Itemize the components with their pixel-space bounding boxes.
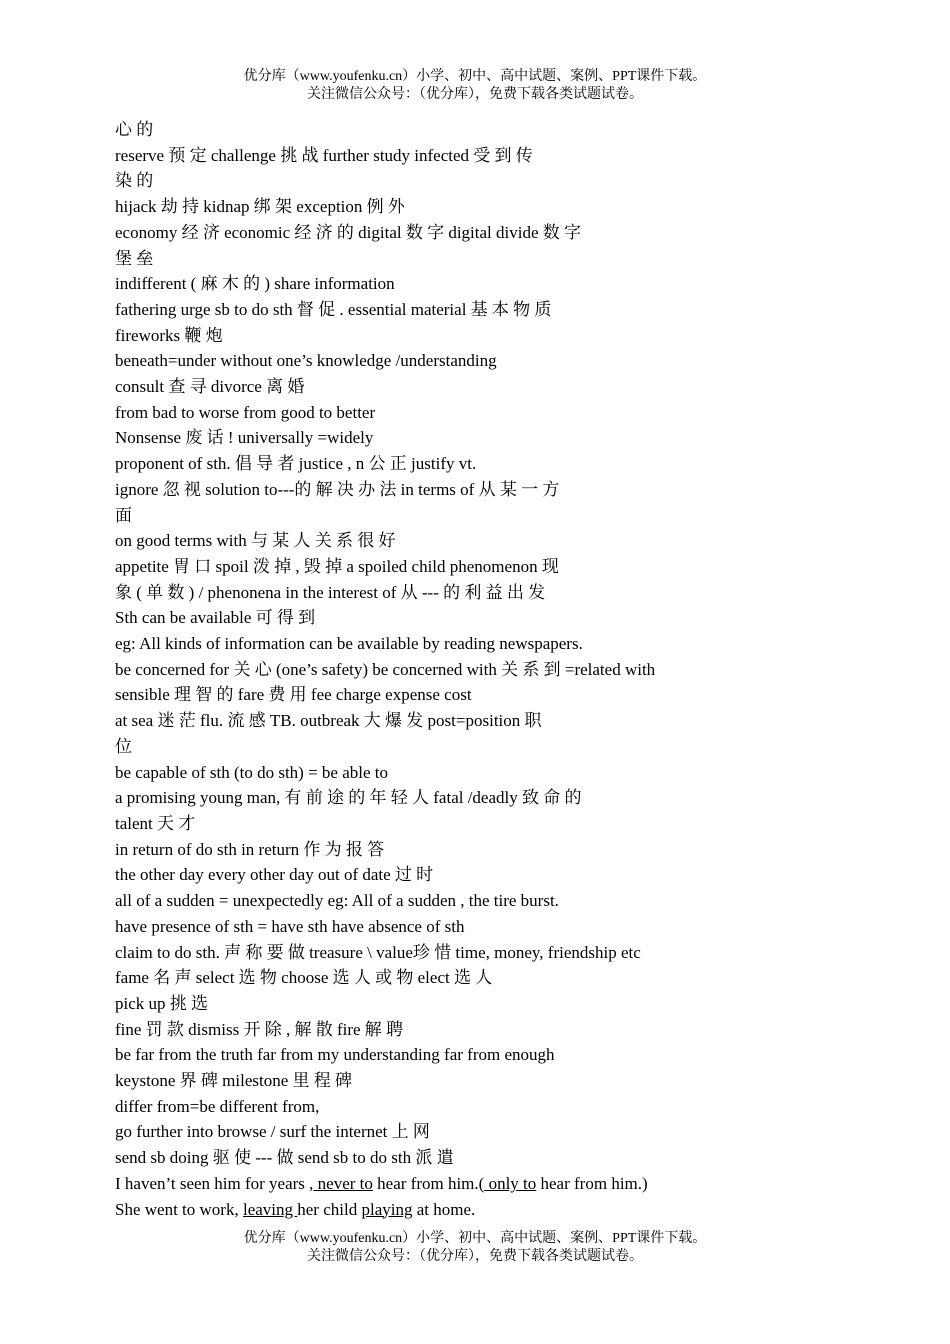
page-header	[0, 68, 950, 104]
text-line: 染 的	[115, 171, 154, 191]
text-line: 象 ( 单 数 ) / phenonena in the interest of 从 --- 的 利 益 出 发	[115, 582, 546, 602]
text-line: on good terms with 与 某 人 关 系 很 好	[115, 531, 396, 551]
sentence-part: hear from him.(	[372, 1173, 485, 1193]
text-line: in return of do sth in return 作 为 报 答	[115, 839, 385, 859]
text-line: be far from the truth far from my understanding far from enough	[115, 1045, 555, 1065]
text-line: 堡 垒	[115, 248, 154, 268]
text-line: at sea 迷 茫 flu. 流 感 TB. outbreak 大 爆 发 post=position 职	[115, 711, 542, 731]
text-line: hijack 劫 持 kidnap 绑 架 exception 例 外	[115, 197, 405, 217]
text-line: proponent of sth. 倡 导 者 justice , n 公 正 justify vt.	[115, 454, 477, 474]
text-line: fathering urge sb to do sth 督 促 . essential material 基 本 物 质	[115, 299, 552, 319]
underlined-phrase: , never to	[309, 1173, 373, 1193]
footer-line-2: 关注微信公众号：（优分库），免费下载各类试题试卷。	[307, 1249, 643, 1264]
text-line: the other day every other day out of date 过 时	[115, 865, 434, 885]
header-line-2: 关注微信公众号：（优分库），免费下载各类试题试卷。	[307, 87, 643, 102]
header-line-1: 优分库（www.youfenku.cn）小学、初中、高中试题、案例、PPT课件下载。	[243, 69, 707, 84]
text-line: fame 名 声 select 选 物 choose 选 人 或 物 elect 选 人	[115, 968, 493, 988]
footer-line-1: 优分库（www.youfenku.cn）小学、初中、高中试题、案例、PPT课件下载。	[243, 1231, 707, 1246]
text-line: 心 的	[115, 120, 154, 139]
page-footer	[0, 1230, 950, 1266]
text-line: ignore 忽 视 solution to---的 解 决 办 法 in terms of 从 某 一 方	[115, 479, 560, 499]
text-line: appetite 胃 口 spoil 泼 掉 , 毁 掉 a spoiled child phenomenon 现	[115, 556, 559, 576]
text-line: consult 查 寻 divorce 离 婚	[115, 377, 305, 397]
text-line: talent 天 才	[115, 813, 196, 833]
text-line: pick up 挑 选	[115, 993, 209, 1013]
text-line: claim to do sth. 声 称 要 做 treasure \ value珍 惜 time, money, friendship etc	[115, 942, 641, 962]
text-line: differ from=be different from,	[115, 1096, 320, 1116]
text-line: be capable of sth (to do sth) = be able to	[115, 762, 389, 782]
sentence-part: hear from him.)	[536, 1173, 648, 1193]
text-line: a promising young man, 有 前 途 的 年 轻 人 fatal /deadly 致 命 的	[115, 788, 582, 808]
text-line: economy 经 济 economic 经 济 的 digital 数 字 digital divide 数 字	[115, 222, 582, 242]
text-line: Sth can be available 可 得 到	[115, 608, 316, 628]
vocabulary-list	[115, 117, 821, 1222]
text-line: Nonsense 废 话 ! universally =widely	[115, 428, 374, 448]
text-line: indifferent ( 麻 木 的 ) share information	[115, 274, 395, 294]
text-line: eg: All kinds of information can be available by reading newspapers.	[115, 634, 583, 654]
text-line: keystone 界 碑 milestone 里 程 碑	[115, 1071, 353, 1091]
sentence-part: I haven’t seen him for years	[115, 1173, 310, 1193]
example-sentence-2	[115, 1197, 821, 1223]
text-line: send sb doing 驱 使 --- 做 send sb to do sth 派 遣	[115, 1148, 454, 1168]
underlined-phrase: leaving	[242, 1199, 298, 1219]
text-line: all of a sudden = unexpectedly eg: All of a sudden , the tire burst.	[115, 891, 559, 911]
text-line: fireworks 鞭 炮	[115, 325, 223, 345]
sentence-part: She went to work,	[115, 1199, 243, 1219]
text-line: 位	[115, 736, 132, 756]
sentence-part: her child	[297, 1199, 362, 1219]
text-line: sensible 理 智 的 fare 费 用 fee charge expense cost	[115, 685, 472, 705]
text-line: beneath=under without one’s knowledge /understanding	[115, 351, 497, 371]
example-sentence-1	[115, 1171, 821, 1197]
text-line: fine 罚 款 dismiss 开 除 , 解 散 fire 解 聘	[115, 1019, 404, 1039]
text-line: reserve 预 定 challenge 挑 战 further study infected 受 到 传	[115, 145, 533, 165]
text-line: 面	[115, 505, 132, 525]
text-line: from bad to worse from good to better	[115, 402, 376, 422]
underlined-phrase: only to	[484, 1173, 537, 1193]
text-line: be concerned for 关 心 (one’s safety) be concerned with 关 系 到 =related with	[115, 659, 656, 679]
sentence-part: at home.	[412, 1199, 476, 1219]
underlined-phrase: playing	[361, 1199, 413, 1219]
text-line: go further into browse / surf the internet 上 网	[115, 1122, 430, 1142]
text-line: have presence of sth = have sth have absence of sth	[115, 916, 465, 936]
